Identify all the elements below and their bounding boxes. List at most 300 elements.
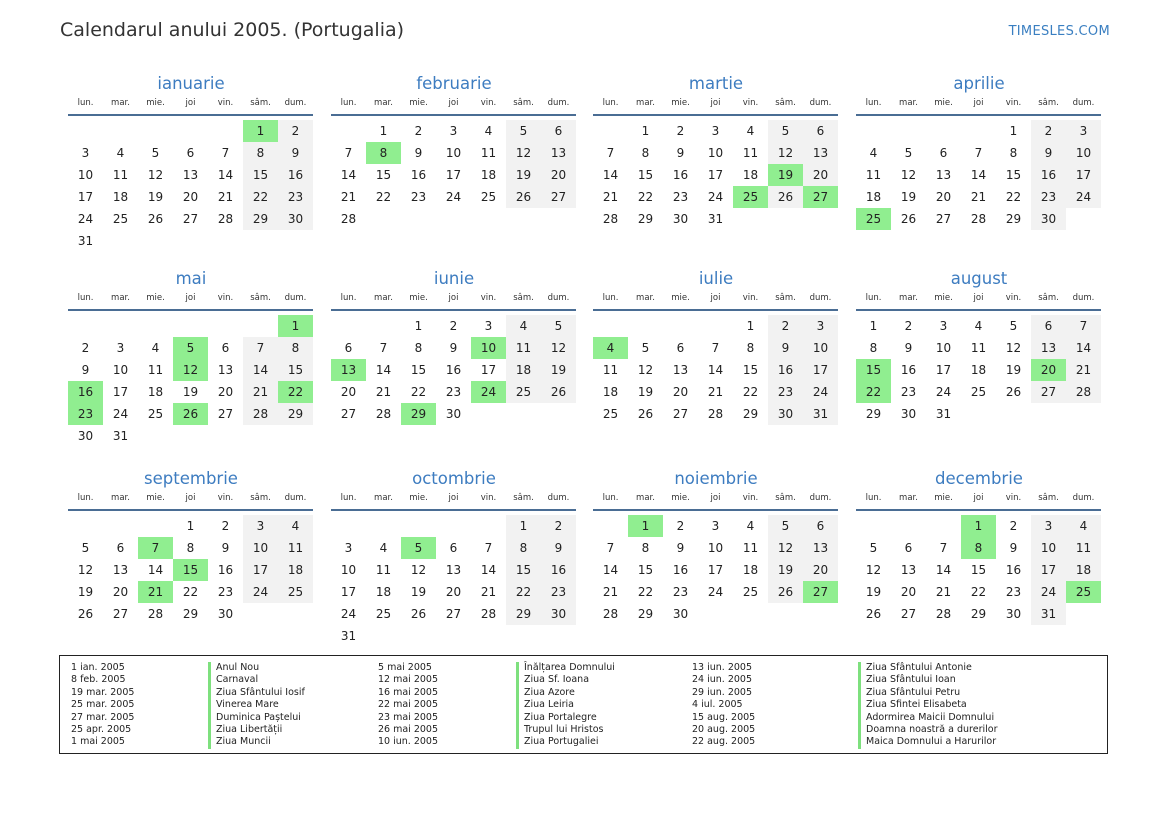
day-cell[interactable]: 10 bbox=[340, 563, 357, 577]
day-cell[interactable]: 11 bbox=[147, 363, 164, 377]
day-cell[interactable]: 11 bbox=[970, 341, 987, 355]
holiday-day[interactable]: 1 bbox=[243, 120, 278, 142]
day-cell[interactable]: 27 bbox=[182, 212, 199, 226]
day-cell[interactable]: 25 bbox=[602, 407, 619, 421]
day-cell[interactable]: 20 bbox=[182, 190, 199, 204]
day-cell[interactable]: 29 bbox=[506, 603, 541, 625]
day-cell[interactable]: 12 bbox=[77, 563, 94, 577]
day-cell[interactable]: 10 bbox=[1066, 142, 1101, 164]
day-cell[interactable]: 3 bbox=[344, 541, 353, 555]
day-cell[interactable]: 6 bbox=[904, 541, 913, 555]
day-cell[interactable]: 25 bbox=[506, 381, 541, 403]
day-cell[interactable]: 9 bbox=[221, 541, 230, 555]
day-cell[interactable]: 11 bbox=[278, 537, 313, 559]
day-cell[interactable]: 22 bbox=[182, 585, 199, 599]
day-cell[interactable]: 31 bbox=[707, 212, 724, 226]
day-cell[interactable]: 7 bbox=[379, 341, 388, 355]
day-cell[interactable]: 1 bbox=[1009, 124, 1018, 138]
day-cell[interactable]: 30 bbox=[672, 607, 689, 621]
holiday-day[interactable]: 7 bbox=[138, 537, 173, 559]
day-cell[interactable]: 23 bbox=[410, 190, 427, 204]
day-cell[interactable]: 17 bbox=[112, 385, 129, 399]
day-cell[interactable]: 3 bbox=[1031, 515, 1066, 537]
day-cell[interactable]: 3 bbox=[449, 124, 458, 138]
day-cell[interactable]: 6 bbox=[116, 541, 125, 555]
day-cell[interactable]: 10 bbox=[707, 146, 724, 160]
day-cell[interactable]: 15 bbox=[970, 563, 987, 577]
day-cell[interactable]: 7 bbox=[484, 541, 493, 555]
day-cell[interactable]: 27 bbox=[1031, 381, 1066, 403]
day-cell[interactable]: 28 bbox=[243, 403, 278, 425]
day-cell[interactable]: 10 bbox=[77, 168, 94, 182]
day-cell[interactable]: 12 bbox=[768, 142, 803, 164]
day-cell[interactable]: 13 bbox=[803, 142, 838, 164]
day-cell[interactable]: 27 bbox=[112, 607, 129, 621]
day-cell[interactable]: 13 bbox=[541, 142, 576, 164]
day-cell[interactable]: 26 bbox=[900, 212, 917, 226]
day-cell[interactable]: 17 bbox=[935, 363, 952, 377]
day-cell[interactable]: 2 bbox=[81, 341, 90, 355]
day-cell[interactable]: 19 bbox=[768, 559, 803, 581]
holiday-day[interactable]: 29 bbox=[401, 403, 436, 425]
day-cell[interactable]: 12 bbox=[900, 168, 917, 182]
day-cell[interactable]: 12 bbox=[768, 537, 803, 559]
day-cell[interactable]: 2 bbox=[1031, 120, 1066, 142]
day-cell[interactable]: 16 bbox=[672, 168, 689, 182]
day-cell[interactable]: 23 bbox=[278, 186, 313, 208]
day-cell[interactable]: 23 bbox=[672, 585, 689, 599]
day-cell[interactable]: 31 bbox=[935, 407, 952, 421]
day-cell[interactable]: 11 bbox=[506, 337, 541, 359]
day-cell[interactable]: 29 bbox=[243, 208, 278, 230]
day-cell[interactable]: 13 bbox=[672, 363, 689, 377]
day-cell[interactable]: 29 bbox=[865, 407, 882, 421]
holiday-day[interactable]: 1 bbox=[628, 515, 663, 537]
day-cell[interactable]: 25 bbox=[375, 607, 392, 621]
day-cell[interactable]: 26 bbox=[1005, 385, 1022, 399]
day-cell[interactable]: 25 bbox=[480, 190, 497, 204]
day-cell[interactable]: 8 bbox=[278, 337, 313, 359]
day-cell[interactable]: 4 bbox=[116, 146, 125, 160]
day-cell[interactable]: 13 bbox=[1031, 337, 1066, 359]
day-cell[interactable]: 30 bbox=[541, 603, 576, 625]
day-cell[interactable]: 30 bbox=[77, 429, 94, 443]
day-cell[interactable]: 8 bbox=[746, 341, 755, 355]
day-cell[interactable]: 21 bbox=[243, 381, 278, 403]
day-cell[interactable]: 15 bbox=[742, 363, 759, 377]
day-cell[interactable]: 18 bbox=[865, 190, 882, 204]
day-cell[interactable]: 21 bbox=[480, 585, 497, 599]
day-cell[interactable]: 13 bbox=[182, 168, 199, 182]
day-cell[interactable]: 12 bbox=[541, 337, 576, 359]
day-cell[interactable]: 7 bbox=[1066, 315, 1101, 337]
day-cell[interactable]: 6 bbox=[1031, 315, 1066, 337]
day-cell[interactable]: 18 bbox=[506, 359, 541, 381]
day-cell[interactable]: 5 bbox=[1009, 319, 1018, 333]
day-cell[interactable]: 2 bbox=[414, 124, 423, 138]
day-cell[interactable]: 17 bbox=[243, 559, 278, 581]
day-cell[interactable]: 21 bbox=[602, 190, 619, 204]
day-cell[interactable]: 25 bbox=[278, 581, 313, 603]
day-cell[interactable]: 22 bbox=[1005, 190, 1022, 204]
day-cell[interactable]: 19 bbox=[410, 585, 427, 599]
day-cell[interactable]: 9 bbox=[768, 337, 803, 359]
holiday-day[interactable]: 1 bbox=[278, 315, 313, 337]
day-cell[interactable]: 6 bbox=[803, 515, 838, 537]
holiday-day[interactable]: 12 bbox=[173, 359, 208, 381]
day-cell[interactable]: 22 bbox=[970, 585, 987, 599]
day-cell[interactable]: 28 bbox=[340, 212, 357, 226]
day-cell[interactable]: 25 bbox=[112, 212, 129, 226]
day-cell[interactable]: 11 bbox=[112, 168, 129, 182]
day-cell[interactable]: 12 bbox=[637, 363, 654, 377]
day-cell[interactable]: 2 bbox=[1009, 519, 1018, 533]
holiday-day[interactable]: 8 bbox=[961, 537, 996, 559]
day-cell[interactable]: 20 bbox=[445, 585, 462, 599]
day-cell[interactable]: 7 bbox=[344, 146, 353, 160]
day-cell[interactable]: 5 bbox=[768, 515, 803, 537]
holiday-day[interactable]: 25 bbox=[733, 186, 768, 208]
day-cell[interactable]: 27 bbox=[340, 407, 357, 421]
day-cell[interactable]: 17 bbox=[803, 359, 838, 381]
day-cell[interactable]: 9 bbox=[278, 142, 313, 164]
day-cell[interactable]: 15 bbox=[243, 164, 278, 186]
day-cell[interactable]: 4 bbox=[869, 146, 878, 160]
day-cell[interactable]: 25 bbox=[147, 407, 164, 421]
day-cell[interactable]: 22 bbox=[243, 186, 278, 208]
day-cell[interactable]: 11 bbox=[480, 146, 497, 160]
day-cell[interactable]: 15 bbox=[410, 363, 427, 377]
day-cell[interactable]: 27 bbox=[217, 407, 234, 421]
day-cell[interactable]: 16 bbox=[768, 359, 803, 381]
day-cell[interactable]: 18 bbox=[375, 585, 392, 599]
day-cell[interactable]: 1 bbox=[414, 319, 423, 333]
day-cell[interactable]: 18 bbox=[1066, 559, 1101, 581]
day-cell[interactable]: 17 bbox=[1031, 559, 1066, 581]
day-cell[interactable]: 29 bbox=[637, 212, 654, 226]
day-cell[interactable]: 12 bbox=[1005, 341, 1022, 355]
day-cell[interactable]: 2 bbox=[541, 515, 576, 537]
day-cell[interactable]: 23 bbox=[541, 581, 576, 603]
holiday-day[interactable]: 26 bbox=[173, 403, 208, 425]
day-cell[interactable]: 9 bbox=[1009, 541, 1018, 555]
day-cell[interactable]: 3 bbox=[711, 519, 720, 533]
day-cell[interactable]: 27 bbox=[672, 407, 689, 421]
day-cell[interactable]: 7 bbox=[939, 541, 948, 555]
day-cell[interactable]: 20 bbox=[935, 190, 952, 204]
holiday-day[interactable]: 24 bbox=[471, 381, 506, 403]
day-cell[interactable]: 30 bbox=[217, 607, 234, 621]
day-cell[interactable]: 23 bbox=[445, 385, 462, 399]
holiday-day[interactable]: 15 bbox=[173, 559, 208, 581]
day-cell[interactable]: 14 bbox=[340, 168, 357, 182]
day-cell[interactable]: 21 bbox=[707, 385, 724, 399]
day-cell[interactable]: 30 bbox=[768, 403, 803, 425]
holiday-day[interactable]: 5 bbox=[173, 337, 208, 359]
day-cell[interactable]: 9 bbox=[414, 146, 423, 160]
day-cell[interactable]: 26 bbox=[77, 607, 94, 621]
day-cell[interactable]: 28 bbox=[602, 212, 619, 226]
day-cell[interactable]: 6 bbox=[676, 341, 685, 355]
day-cell[interactable]: 1 bbox=[746, 319, 755, 333]
day-cell[interactable]: 28 bbox=[970, 212, 987, 226]
day-cell[interactable]: 15 bbox=[637, 168, 654, 182]
day-cell[interactable]: 5 bbox=[641, 341, 650, 355]
day-cell[interactable]: 23 bbox=[672, 190, 689, 204]
day-cell[interactable]: 14 bbox=[707, 363, 724, 377]
holiday-day[interactable]: 5 bbox=[401, 537, 436, 559]
day-cell[interactable]: 8 bbox=[641, 541, 650, 555]
day-cell[interactable]: 24 bbox=[707, 190, 724, 204]
day-cell[interactable]: 31 bbox=[1031, 603, 1066, 625]
day-cell[interactable]: 4 bbox=[506, 315, 541, 337]
day-cell[interactable]: 8 bbox=[186, 541, 195, 555]
day-cell[interactable]: 3 bbox=[81, 146, 90, 160]
day-cell[interactable]: 6 bbox=[344, 341, 353, 355]
holiday-day[interactable]: 27 bbox=[803, 186, 838, 208]
day-cell[interactable]: 27 bbox=[541, 186, 576, 208]
holiday-day[interactable]: 16 bbox=[68, 381, 103, 403]
day-cell[interactable]: 2 bbox=[676, 519, 685, 533]
day-cell[interactable]: 28 bbox=[147, 607, 164, 621]
day-cell[interactable]: 20 bbox=[217, 385, 234, 399]
day-cell[interactable]: 20 bbox=[803, 559, 838, 581]
day-cell[interactable]: 26 bbox=[865, 607, 882, 621]
day-cell[interactable]: 28 bbox=[935, 607, 952, 621]
day-cell[interactable]: 15 bbox=[278, 359, 313, 381]
day-cell[interactable]: 29 bbox=[1005, 212, 1022, 226]
day-cell[interactable]: 9 bbox=[676, 541, 685, 555]
day-cell[interactable]: 2 bbox=[221, 519, 230, 533]
day-cell[interactable]: 6 bbox=[803, 120, 838, 142]
day-cell[interactable]: 22 bbox=[375, 190, 392, 204]
day-cell[interactable]: 2 bbox=[278, 120, 313, 142]
day-cell[interactable]: 13 bbox=[900, 563, 917, 577]
day-cell[interactable]: 15 bbox=[375, 168, 392, 182]
day-cell[interactable]: 24 bbox=[340, 607, 357, 621]
day-cell[interactable]: 28 bbox=[480, 607, 497, 621]
holiday-day[interactable]: 22 bbox=[278, 381, 313, 403]
day-cell[interactable]: 12 bbox=[506, 142, 541, 164]
day-cell[interactable]: 1 bbox=[186, 519, 195, 533]
day-cell[interactable]: 4 bbox=[278, 515, 313, 537]
day-cell[interactable]: 23 bbox=[900, 385, 917, 399]
day-cell[interactable]: 9 bbox=[81, 363, 90, 377]
day-cell[interactable]: 21 bbox=[935, 585, 952, 599]
day-cell[interactable]: 29 bbox=[742, 407, 759, 421]
day-cell[interactable]: 11 bbox=[742, 146, 759, 160]
day-cell[interactable]: 18 bbox=[480, 168, 497, 182]
day-cell[interactable]: 25 bbox=[970, 385, 987, 399]
day-cell[interactable]: 26 bbox=[637, 407, 654, 421]
day-cell[interactable]: 23 bbox=[768, 381, 803, 403]
day-cell[interactable]: 16 bbox=[1005, 563, 1022, 577]
day-cell[interactable]: 11 bbox=[1066, 537, 1101, 559]
day-cell[interactable]: 20 bbox=[112, 585, 129, 599]
day-cell[interactable]: 3 bbox=[803, 315, 838, 337]
day-cell[interactable]: 7 bbox=[221, 146, 230, 160]
day-cell[interactable]: 16 bbox=[445, 363, 462, 377]
day-cell[interactable]: 4 bbox=[379, 541, 388, 555]
day-cell[interactable]: 14 bbox=[375, 363, 392, 377]
day-cell[interactable]: 24 bbox=[243, 581, 278, 603]
day-cell[interactable]: 7 bbox=[606, 541, 615, 555]
day-cell[interactable]: 19 bbox=[182, 385, 199, 399]
day-cell[interactable]: 14 bbox=[217, 168, 234, 182]
day-cell[interactable]: 4 bbox=[746, 519, 755, 533]
day-cell[interactable]: 26 bbox=[506, 186, 541, 208]
day-cell[interactable]: 10 bbox=[1031, 537, 1066, 559]
day-cell[interactable]: 10 bbox=[243, 537, 278, 559]
day-cell[interactable]: 22 bbox=[637, 585, 654, 599]
day-cell[interactable]: 13 bbox=[217, 363, 234, 377]
day-cell[interactable]: 23 bbox=[1005, 585, 1022, 599]
day-cell[interactable]: 8 bbox=[414, 341, 423, 355]
day-cell[interactable]: 17 bbox=[480, 363, 497, 377]
day-cell[interactable]: 21 bbox=[1066, 359, 1101, 381]
day-cell[interactable]: 20 bbox=[340, 385, 357, 399]
day-cell[interactable]: 8 bbox=[506, 537, 541, 559]
day-cell[interactable]: 16 bbox=[278, 164, 313, 186]
day-cell[interactable]: 19 bbox=[77, 585, 94, 599]
day-cell[interactable]: 1 bbox=[869, 319, 878, 333]
day-cell[interactable]: 11 bbox=[742, 541, 759, 555]
day-cell[interactable]: 17 bbox=[707, 168, 724, 182]
day-cell[interactable]: 24 bbox=[445, 190, 462, 204]
day-cell[interactable]: 13 bbox=[112, 563, 129, 577]
day-cell[interactable]: 14 bbox=[243, 359, 278, 381]
day-cell[interactable]: 17 bbox=[445, 168, 462, 182]
holiday-day[interactable]: 25 bbox=[1066, 581, 1101, 603]
day-cell[interactable]: 18 bbox=[742, 168, 759, 182]
day-cell[interactable]: 9 bbox=[449, 341, 458, 355]
day-cell[interactable]: 9 bbox=[1031, 142, 1066, 164]
day-cell[interactable]: 2 bbox=[768, 315, 803, 337]
day-cell[interactable]: 10 bbox=[707, 541, 724, 555]
day-cell[interactable]: 3 bbox=[711, 124, 720, 138]
day-cell[interactable]: 15 bbox=[637, 563, 654, 577]
day-cell[interactable]: 9 bbox=[904, 341, 913, 355]
day-cell[interactable]: 15 bbox=[506, 559, 541, 581]
day-cell[interactable]: 28 bbox=[375, 407, 392, 421]
day-cell[interactable]: 14 bbox=[602, 563, 619, 577]
holiday-day[interactable]: 1 bbox=[961, 515, 996, 537]
holiday-day[interactable]: 25 bbox=[856, 208, 891, 230]
day-cell[interactable]: 24 bbox=[77, 212, 94, 226]
day-cell[interactable]: 30 bbox=[672, 212, 689, 226]
day-cell[interactable]: 25 bbox=[742, 585, 759, 599]
day-cell[interactable]: 24 bbox=[1031, 581, 1066, 603]
day-cell[interactable]: 30 bbox=[900, 407, 917, 421]
day-cell[interactable]: 8 bbox=[641, 146, 650, 160]
day-cell[interactable]: 12 bbox=[410, 563, 427, 577]
day-cell[interactable]: 5 bbox=[768, 120, 803, 142]
day-cell[interactable]: 14 bbox=[480, 563, 497, 577]
holiday-day[interactable]: 13 bbox=[331, 359, 366, 381]
day-cell[interactable]: 10 bbox=[803, 337, 838, 359]
day-cell[interactable]: 19 bbox=[147, 190, 164, 204]
holiday-day[interactable]: 27 bbox=[803, 581, 838, 603]
day-cell[interactable]: 29 bbox=[970, 607, 987, 621]
day-cell[interactable]: 18 bbox=[602, 385, 619, 399]
day-cell[interactable]: 1 bbox=[506, 515, 541, 537]
holiday-day[interactable]: 15 bbox=[856, 359, 891, 381]
day-cell[interactable]: 29 bbox=[637, 607, 654, 621]
day-cell[interactable]: 18 bbox=[970, 363, 987, 377]
day-cell[interactable]: 26 bbox=[541, 381, 576, 403]
day-cell[interactable]: 28 bbox=[602, 607, 619, 621]
day-cell[interactable]: 16 bbox=[900, 363, 917, 377]
day-cell[interactable]: 19 bbox=[865, 585, 882, 599]
day-cell[interactable]: 7 bbox=[243, 337, 278, 359]
day-cell[interactable]: 27 bbox=[935, 212, 952, 226]
day-cell[interactable]: 19 bbox=[1005, 363, 1022, 377]
day-cell[interactable]: 30 bbox=[1005, 607, 1022, 621]
holiday-day[interactable]: 10 bbox=[471, 337, 506, 359]
day-cell[interactable]: 19 bbox=[541, 359, 576, 381]
day-cell[interactable]: 5 bbox=[81, 541, 90, 555]
day-cell[interactable]: 30 bbox=[445, 407, 462, 421]
day-cell[interactable]: 31 bbox=[112, 429, 129, 443]
day-cell[interactable]: 3 bbox=[939, 319, 948, 333]
day-cell[interactable]: 17 bbox=[340, 585, 357, 599]
day-cell[interactable]: 21 bbox=[217, 190, 234, 204]
day-cell[interactable]: 18 bbox=[147, 385, 164, 399]
day-cell[interactable]: 12 bbox=[865, 563, 882, 577]
day-cell[interactable]: 6 bbox=[541, 120, 576, 142]
day-cell[interactable]: 31 bbox=[803, 403, 838, 425]
day-cell[interactable]: 9 bbox=[541, 537, 576, 559]
day-cell[interactable]: 10 bbox=[935, 341, 952, 355]
day-cell[interactable]: 6 bbox=[449, 541, 458, 555]
day-cell[interactable]: 26 bbox=[768, 186, 803, 208]
holiday-day[interactable]: 21 bbox=[138, 581, 173, 603]
day-cell[interactable]: 30 bbox=[1031, 208, 1066, 230]
day-cell[interactable]: 5 bbox=[904, 146, 913, 160]
day-cell[interactable]: 3 bbox=[116, 341, 125, 355]
day-cell[interactable]: 13 bbox=[445, 563, 462, 577]
day-cell[interactable]: 24 bbox=[935, 385, 952, 399]
day-cell[interactable]: 16 bbox=[672, 563, 689, 577]
day-cell[interactable]: 24 bbox=[803, 381, 838, 403]
day-cell[interactable]: 16 bbox=[1031, 164, 1066, 186]
day-cell[interactable]: 24 bbox=[112, 407, 129, 421]
day-cell[interactable]: 15 bbox=[1005, 168, 1022, 182]
day-cell[interactable]: 3 bbox=[1066, 120, 1101, 142]
day-cell[interactable]: 6 bbox=[186, 146, 195, 160]
day-cell[interactable]: 14 bbox=[970, 168, 987, 182]
day-cell[interactable]: 21 bbox=[602, 585, 619, 599]
day-cell[interactable]: 2 bbox=[676, 124, 685, 138]
day-cell[interactable]: 4 bbox=[151, 341, 160, 355]
day-cell[interactable]: 28 bbox=[1066, 381, 1101, 403]
day-cell[interactable]: 13 bbox=[803, 537, 838, 559]
day-cell[interactable]: 14 bbox=[935, 563, 952, 577]
day-cell[interactable]: 31 bbox=[77, 234, 94, 248]
day-cell[interactable]: 5 bbox=[506, 120, 541, 142]
day-cell[interactable]: 14 bbox=[1066, 337, 1101, 359]
day-cell[interactable]: 20 bbox=[900, 585, 917, 599]
day-cell[interactable]: 14 bbox=[602, 168, 619, 182]
day-cell[interactable]: 28 bbox=[217, 212, 234, 226]
day-cell[interactable]: 5 bbox=[869, 541, 878, 555]
day-cell[interactable]: 11 bbox=[865, 168, 882, 182]
day-cell[interactable]: 20 bbox=[803, 164, 838, 186]
day-cell[interactable]: 4 bbox=[746, 124, 755, 138]
day-cell[interactable]: 20 bbox=[672, 385, 689, 399]
day-cell[interactable]: 10 bbox=[112, 363, 129, 377]
day-cell[interactable]: 28 bbox=[707, 407, 724, 421]
